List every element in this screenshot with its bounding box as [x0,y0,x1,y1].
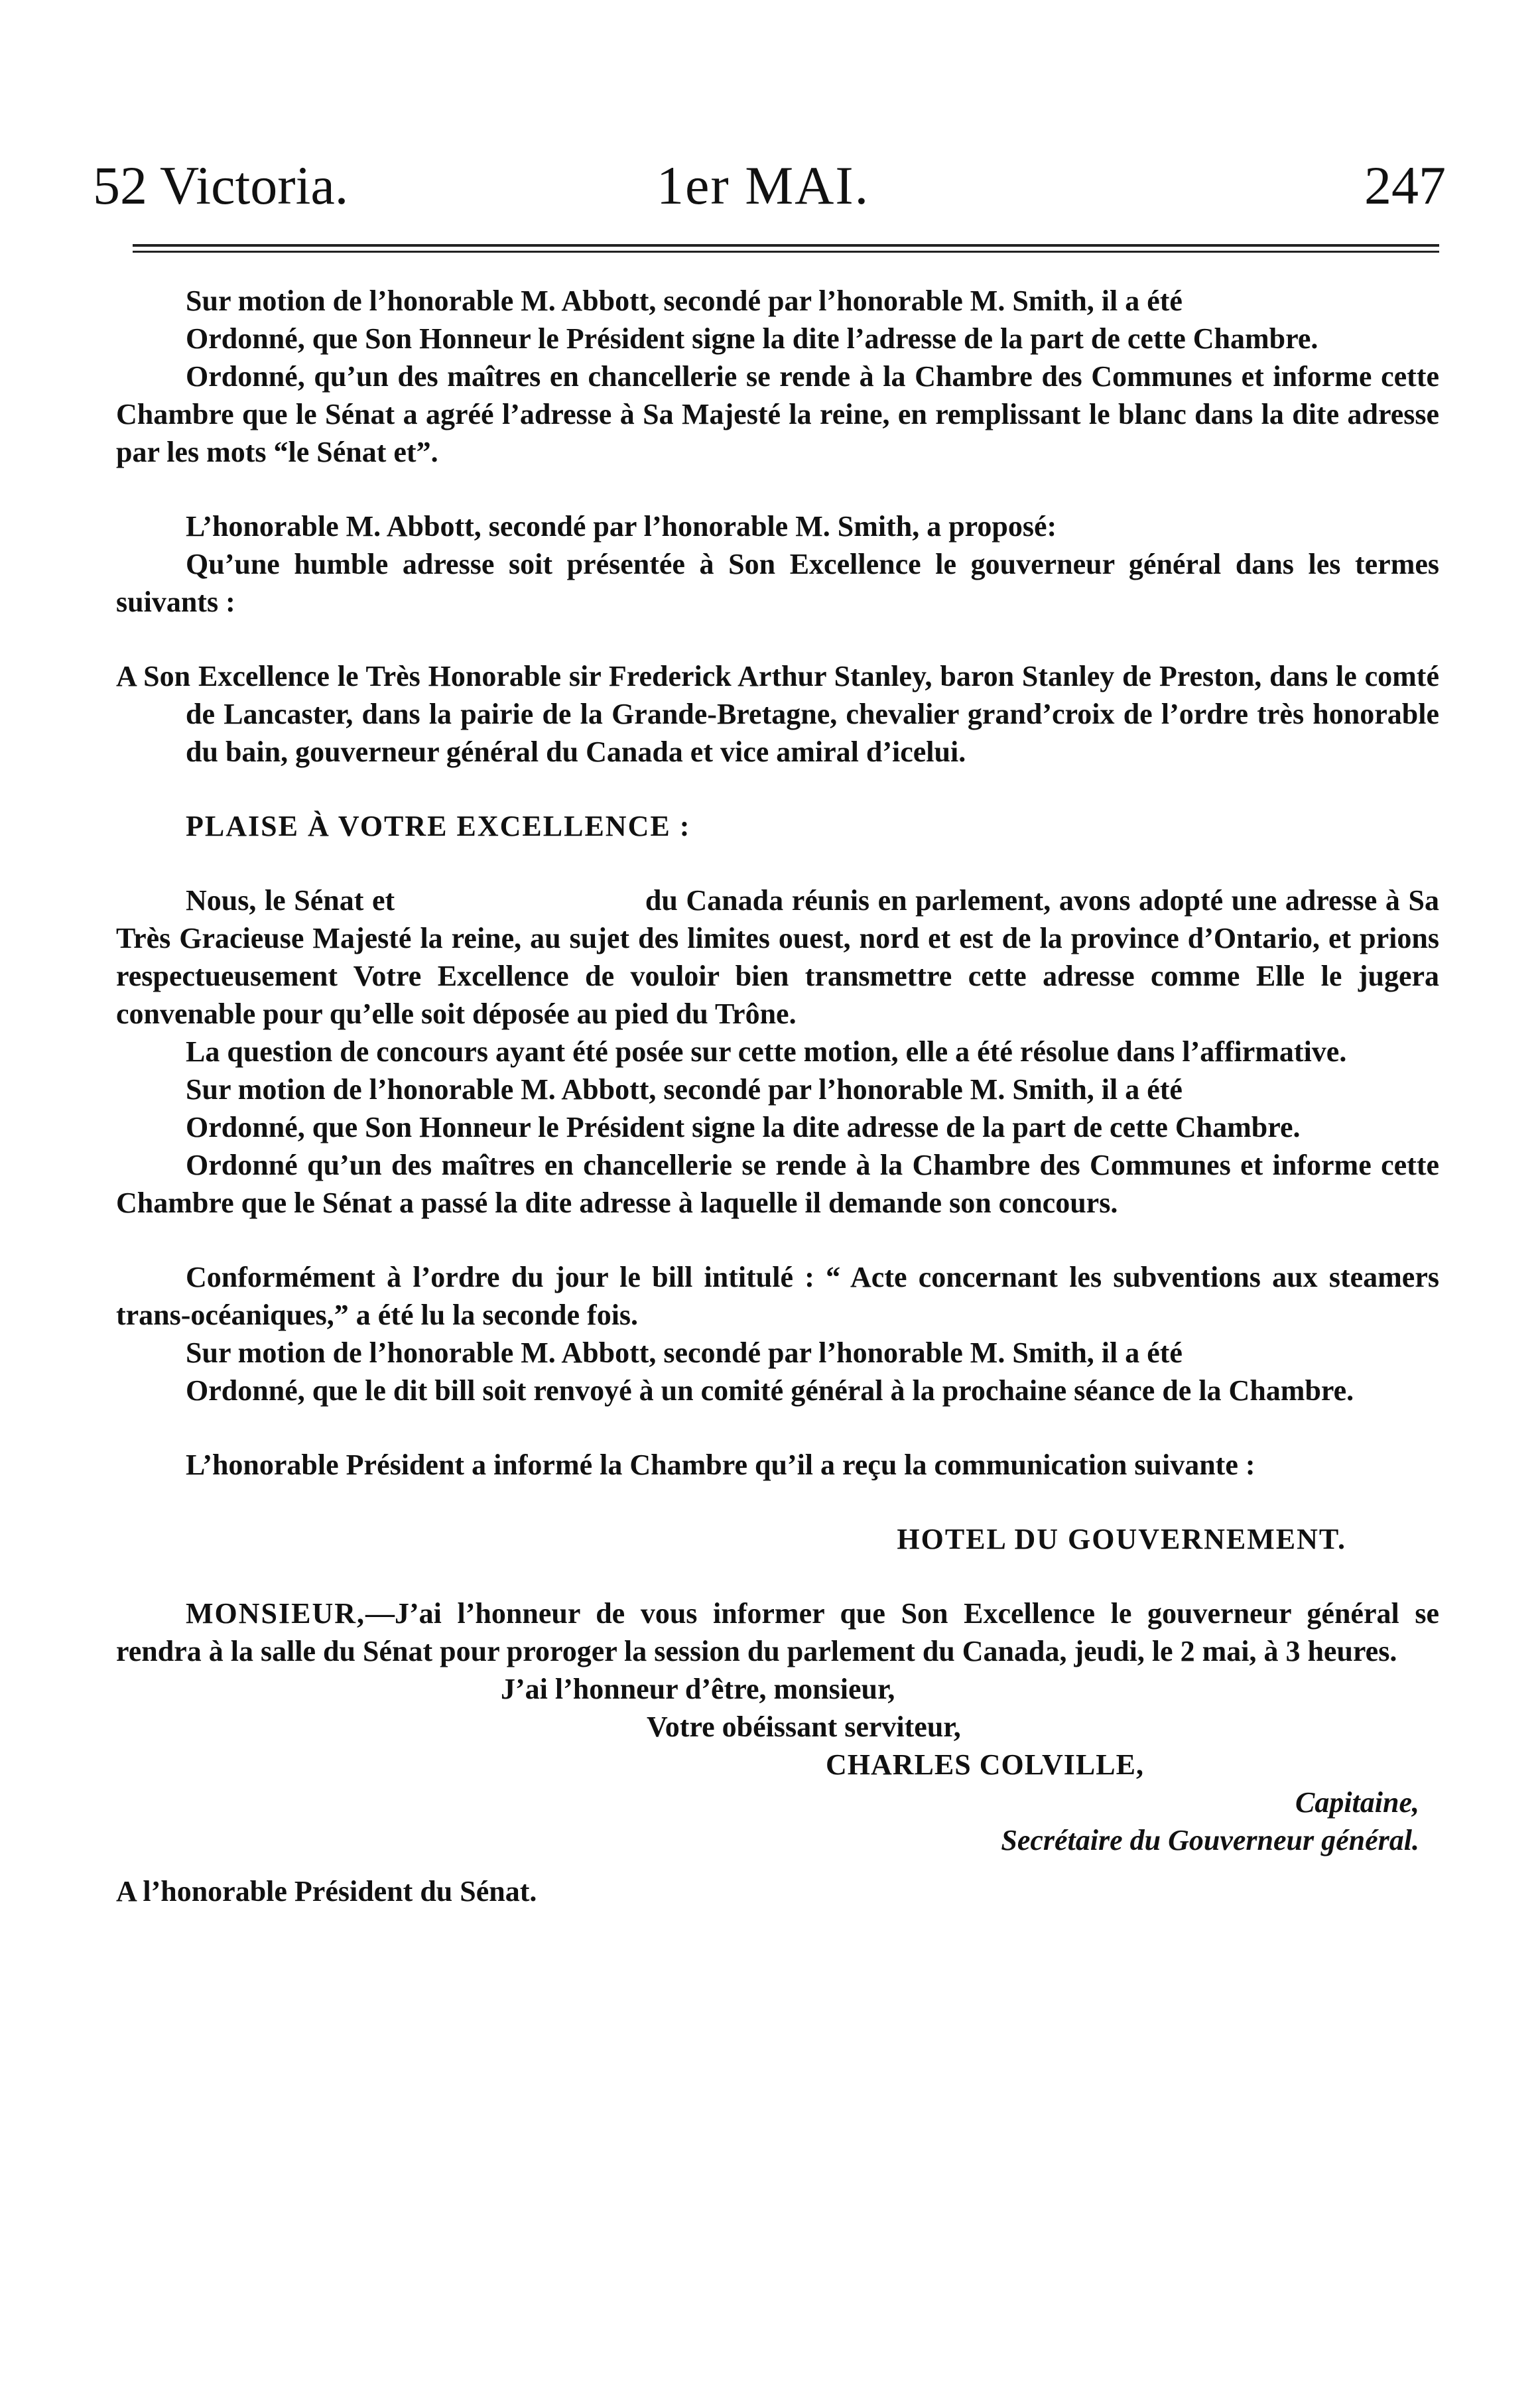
spacer [116,771,1439,807]
paragraph: Qu’une humble adresse soit présentée à Son Excellence le gouverneur général dans les termes suivants : [116,548,1439,618]
closing-line: J’ai l’honneur d’être, monsieur, [501,1673,895,1705]
addressee: A l’honorable Président du Sénat. [116,1875,537,1908]
paragraph: Sur motion de l’honorable M. Abbott, secondé par l’honorable M. Smith, il a été [186,285,1183,317]
paragraph: Nous, le Sénat et du Canada réunis en parlement, avons adopté une adresse à Sa Très Gracieuse Majesté la reine, au sujet des limites ouest, nord et est de la province d’Ontario, et prions respectueusement Votre Excellence de vouloir bien transmettre cette adresse comme Elle le jugera convenable pour qu’elle soit déposée au pied du Trône. [116,884,1446,1030]
salutation: PLAISE À VOTRE EXCELLENCE : [186,810,691,842]
paragraph: Conformément à l’ordre du jour le bill intitulé : “ Acte concernant les subventions aux steamers trans-océaniques,” a été lu la seconde fois. [116,1261,1439,1331]
paragraph: Ordonné, qu’un des maîtres en chancellerie se rende à la Chambre des Communes et informe cette Chambre que le Sénat a agréé l’adresse à Sa Majesté la reine, en remplissant le blanc dans la dite adresse par les mots “le Sénat et”. [116,360,1439,468]
paragraph: L’honorable Président a informé la Chambre qu’il a reçu la communication suivante : [186,1449,1255,1481]
header-date: 1er MAI. [657,155,870,216]
spacer [116,471,1439,507]
paragraph: Ordonné, que le dit bill soit renvoyé à un comité général à la prochaine séance de la Chambre. [186,1374,1354,1407]
spacer [116,1409,1439,1446]
signatory-rank: Capitaine, [1295,1786,1419,1819]
spacer [116,1484,1439,1520]
header-rule [133,244,1439,247]
signatory-title: Secrétaire du Gouverneur général. [1001,1824,1419,1856]
address-heading: A Son Excellence le Très Honorable sir Frederick Arthur Stanley, baron Stanley de Preston, dans le comté de Lancaster, dans la pairie de la Grande-Bretagne, chevalier grand’croix de l’ordre très honorable du bain, gouverneur général du Canada et vice amiral d’icelui. [116,660,1439,768]
paragraph: Sur motion de l’honorable M. Abbott, secondé par l’honorable M. Smith, il a été [186,1336,1183,1369]
paragraph: La question de concours ayant été posée sur cette motion, elle a été résolue dans l’affirmative. [186,1035,1347,1068]
paragraph: Ordonné, que Son Honneur le Président signe la dite l’adresse de la part de cette Chambre. [186,322,1318,355]
spacer [116,621,1439,657]
paragraph: Sur motion de l’honorable M. Abbott, secondé par l’honorable M. Smith, il a été [186,1073,1183,1106]
header-rule-secondary [133,251,1439,253]
page-header [93,146,1446,226]
spacer [116,845,1439,881]
page-body [116,282,1446,1910]
closing-line: Votre obéissant serviteur, [647,1711,961,1743]
spacer [116,1558,1439,1594]
paragraph: L’honorable M. Abbott, secondé par l’honorable M. Smith, a proposé: [186,510,1057,543]
letter-body [116,1594,1439,1670]
letter-heading: HOTEL DU GOUVERNEMENT. [897,1523,1346,1555]
letter-salutation: MONSIEUR, [186,1597,366,1630]
letter-text: —J’ai l’honneur de vous informer que Son Excellence le gouverneur général se rendra à la salle du Sénat pour proroger la session du parlement du Canada, jeudi, le 2 mai, à 3 heures. [116,1597,1439,1667]
spacer [116,1222,1439,1258]
page-number: 247 [1364,155,1446,216]
paragraph: Ordonné qu’un des maîtres en chancellerie se rende à la Chambre des Communes et informe cette Chambre que le Sénat a passé la dite adresse à laquelle il demande son concours. [116,1149,1439,1219]
paragraph: Ordonné, que Son Honneur le Président signe la dite adresse de la part de cette Chambre. [186,1111,1301,1143]
header-regnal-year: 52 Victoria. [93,155,349,216]
signatory-name: CHARLES COLVILLE, [826,1748,1144,1781]
